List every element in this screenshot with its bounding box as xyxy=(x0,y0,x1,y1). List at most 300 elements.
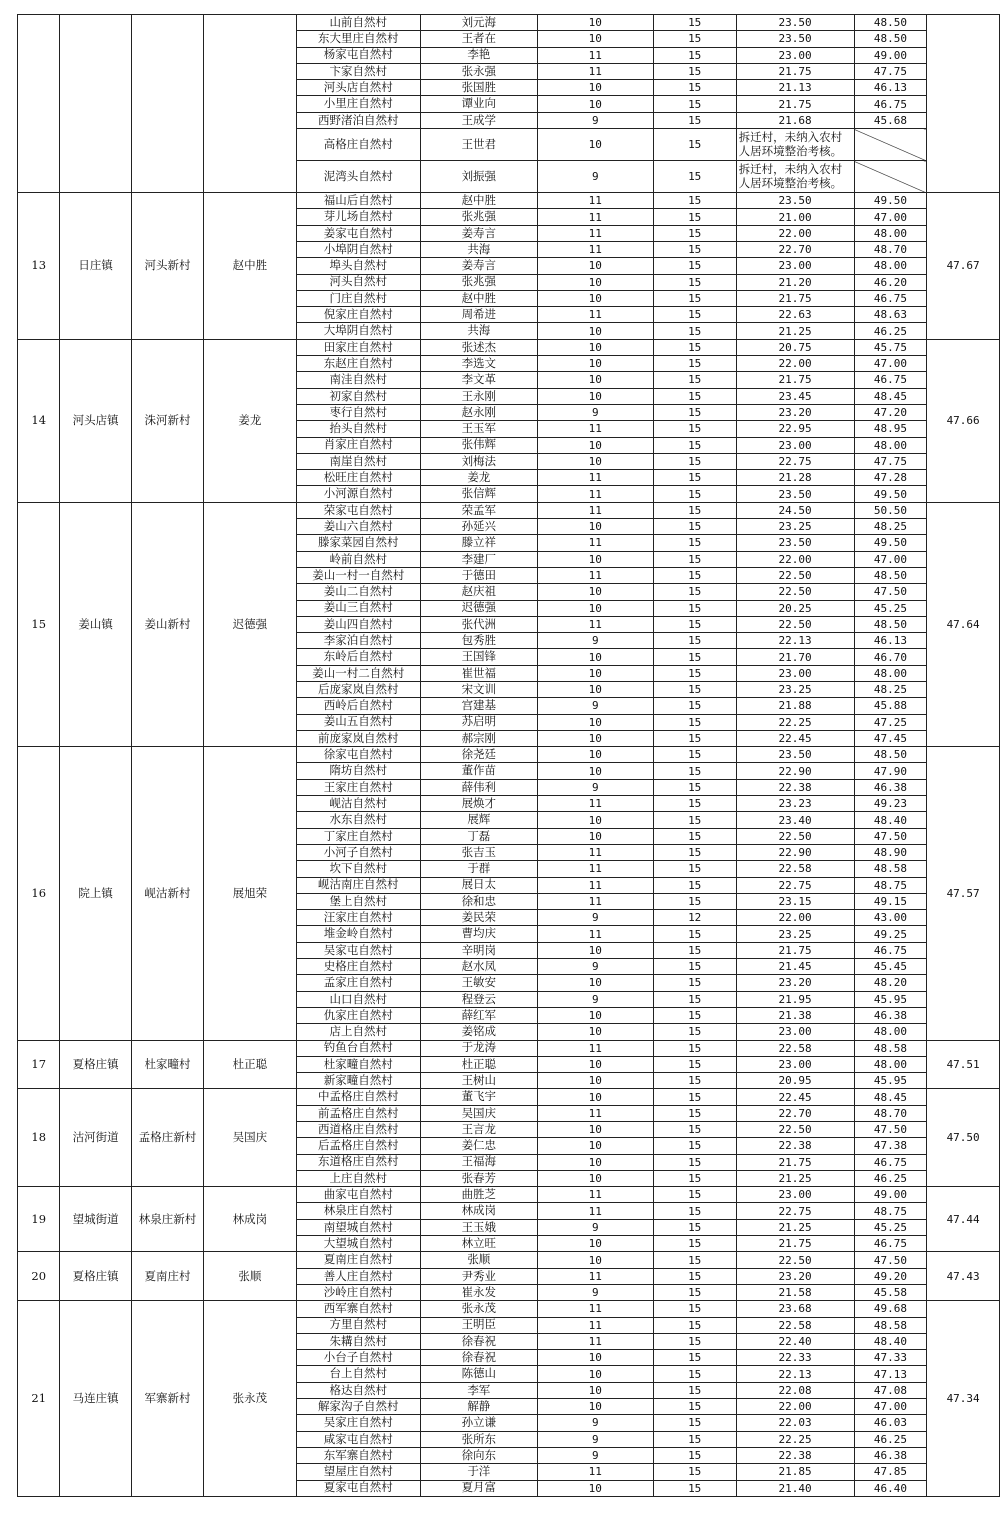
score-c: 23.50 xyxy=(736,15,854,31)
natural-village-name: 新家疃自然村 xyxy=(296,1073,420,1089)
score-table xyxy=(17,14,1000,1497)
contact-person: 王者在 xyxy=(420,31,537,47)
total-score: 43.00 xyxy=(854,910,927,926)
score-a: 10 xyxy=(537,747,653,763)
leader-name: 迟德强 xyxy=(204,502,297,746)
total-score: 48.90 xyxy=(854,844,927,860)
score-a: 11 xyxy=(537,47,653,63)
natural-village-name: 上庄自然村 xyxy=(296,1170,420,1186)
score-b: 15 xyxy=(653,763,736,779)
score-c: 21.85 xyxy=(736,1464,854,1480)
natural-village-name: 大望城自然村 xyxy=(296,1236,420,1252)
score-a: 11 xyxy=(537,225,653,241)
contact-person: 李军 xyxy=(420,1382,537,1398)
score-a: 10 xyxy=(537,258,653,274)
score-c: 21.45 xyxy=(736,959,854,975)
contact-person: 赵水凤 xyxy=(420,959,537,975)
natural-village-name: 西岭后自然村 xyxy=(296,698,420,714)
total-score: 48.75 xyxy=(854,877,927,893)
total-score: 47.90 xyxy=(854,763,927,779)
natural-village-name: 店上自然村 xyxy=(296,1024,420,1040)
score-c: 23.25 xyxy=(736,926,854,942)
natural-village-name: 山前自然村 xyxy=(296,15,420,31)
total-score: 48.63 xyxy=(854,307,927,323)
score-b: 15 xyxy=(653,193,736,209)
score-c: 21.28 xyxy=(736,470,854,486)
score-b: 15 xyxy=(653,779,736,795)
town-name: 河头店镇 xyxy=(60,339,132,502)
natural-village-name: 东军寨自然村 xyxy=(296,1447,420,1463)
table-row xyxy=(18,1301,1000,1317)
score-c: 21.58 xyxy=(736,1284,854,1300)
score-a: 11 xyxy=(537,535,653,551)
score-a: 10 xyxy=(537,1480,653,1496)
contact-person: 徐和忠 xyxy=(420,893,537,909)
total-score: 48.20 xyxy=(854,975,927,991)
score-c: 22.00 xyxy=(736,356,854,372)
contact-person: 王树山 xyxy=(420,1073,537,1089)
score-c: 23.50 xyxy=(736,193,854,209)
score-b: 15 xyxy=(653,274,736,290)
total-score: 47.25 xyxy=(854,714,927,730)
score-a: 10 xyxy=(537,356,653,372)
contact-person: 王国锋 xyxy=(420,649,537,665)
group-number xyxy=(18,15,60,193)
score-c: 22.00 xyxy=(736,1399,854,1415)
natural-village-name: 格达自然村 xyxy=(296,1382,420,1398)
total-score: 48.45 xyxy=(854,388,927,404)
contact-person: 孙延兴 xyxy=(420,519,537,535)
score-c: 22.45 xyxy=(736,1089,854,1105)
total-score: 48.70 xyxy=(854,1105,927,1121)
total-score: 45.25 xyxy=(854,1219,927,1235)
natural-village-name: 坎下自然村 xyxy=(296,861,420,877)
score-c: 21.75 xyxy=(736,1154,854,1170)
score-b: 15 xyxy=(653,1252,736,1268)
natural-village-name: 东岭后自然村 xyxy=(296,649,420,665)
score-a: 11 xyxy=(537,193,653,209)
town-name: 望城街道 xyxy=(60,1187,132,1252)
natural-village-name: 岭前自然村 xyxy=(296,551,420,567)
score-a: 11 xyxy=(537,1040,653,1056)
total-score: 48.00 xyxy=(854,258,927,274)
score-c: 20.75 xyxy=(736,339,854,355)
natural-village-name: 沙岭庄自然村 xyxy=(296,1284,420,1300)
town-name: 马连庄镇 xyxy=(60,1301,132,1497)
total-score: 45.25 xyxy=(854,600,927,616)
score-b: 15 xyxy=(653,861,736,877)
score-b: 15 xyxy=(653,535,736,551)
score-c: 22.38 xyxy=(736,1447,854,1463)
natural-village-name: 倪家庄自然村 xyxy=(296,307,420,323)
score-b: 15 xyxy=(653,290,736,306)
natural-village-name: 抬头自然村 xyxy=(296,421,420,437)
leader-name: 展旭荣 xyxy=(204,747,297,1040)
total-score: 48.00 xyxy=(854,1056,927,1072)
natural-village-name: 西野渚泊自然村 xyxy=(296,112,420,128)
natural-village-name: 东道格庄自然村 xyxy=(296,1154,420,1170)
natural-village-name: 埠头自然村 xyxy=(296,258,420,274)
contact-person: 曲胜芝 xyxy=(420,1187,537,1203)
score-b: 15 xyxy=(653,1268,736,1284)
total-score: 49.68 xyxy=(854,1301,927,1317)
score-b: 15 xyxy=(653,437,736,453)
score-b: 15 xyxy=(653,991,736,1007)
natural-village-name: 岘沽自然村 xyxy=(296,796,420,812)
total-score: 46.75 xyxy=(854,372,927,388)
demolished-village-note: 拆迁村，未纳入农村人居环境整治考核。 xyxy=(736,129,854,161)
score-a: 10 xyxy=(537,339,653,355)
score-c: 23.20 xyxy=(736,404,854,420)
total-score: 47.28 xyxy=(854,470,927,486)
leader-name xyxy=(204,15,297,193)
score-b: 15 xyxy=(653,486,736,502)
score-a: 9 xyxy=(537,1219,653,1235)
contact-person: 张代洲 xyxy=(420,616,537,632)
score-a: 10 xyxy=(537,942,653,958)
score-c: 21.88 xyxy=(736,698,854,714)
natural-village-name: 东赵庄自然村 xyxy=(296,356,420,372)
total-score: 49.50 xyxy=(854,193,927,209)
score-c: 22.00 xyxy=(736,551,854,567)
contact-person: 杜正聪 xyxy=(420,1056,537,1072)
contact-person: 滕立祥 xyxy=(420,535,537,551)
score-a: 10 xyxy=(537,31,653,47)
natural-village-name: 南崖自然村 xyxy=(296,453,420,469)
score-a: 9 xyxy=(537,991,653,1007)
score-b: 12 xyxy=(653,910,736,926)
total-score: 46.25 xyxy=(854,323,927,339)
score-a: 10 xyxy=(537,519,653,535)
score-c: 22.00 xyxy=(736,225,854,241)
total-score: 45.88 xyxy=(854,698,927,714)
score-b: 15 xyxy=(653,519,736,535)
score-b: 15 xyxy=(653,1187,736,1203)
score-c: 21.75 xyxy=(736,1236,854,1252)
total-score: 49.50 xyxy=(854,486,927,502)
score-c: 23.50 xyxy=(736,747,854,763)
average-score: 47.64 xyxy=(927,502,1000,746)
contact-person: 林成岗 xyxy=(420,1203,537,1219)
new-village-name: 河头新村 xyxy=(131,193,203,340)
contact-person: 包秀胜 xyxy=(420,633,537,649)
score-b: 15 xyxy=(653,1073,736,1089)
contact-person: 王成学 xyxy=(420,112,537,128)
score-b: 15 xyxy=(653,1480,736,1496)
score-c: 22.50 xyxy=(736,828,854,844)
natural-village-name: 姜山一村一自然村 xyxy=(296,567,420,583)
score-a: 10 xyxy=(537,975,653,991)
total-score: 48.00 xyxy=(854,665,927,681)
total-score: 48.40 xyxy=(854,812,927,828)
table-row xyxy=(18,15,1000,31)
contact-person: 张国胜 xyxy=(420,80,537,96)
score-b: 15 xyxy=(653,112,736,128)
score-a: 9 xyxy=(537,959,653,975)
score-b: 15 xyxy=(653,796,736,812)
contact-person: 宋文训 xyxy=(420,681,537,697)
contact-person: 谭业向 xyxy=(420,96,537,112)
natural-village-name: 解家沟子自然村 xyxy=(296,1399,420,1415)
total-score: 48.00 xyxy=(854,437,927,453)
natural-village-name: 吴家屯自然村 xyxy=(296,942,420,958)
contact-person: 展日太 xyxy=(420,877,537,893)
score-c: 20.25 xyxy=(736,600,854,616)
score-b: 15 xyxy=(653,1447,736,1463)
score-a: 9 xyxy=(537,112,653,128)
score-b: 15 xyxy=(653,1366,736,1382)
total-score: 48.50 xyxy=(854,15,927,31)
natural-village-name: 台上自然村 xyxy=(296,1366,420,1382)
total-score: 46.38 xyxy=(854,1447,927,1463)
natural-village-name: 姜山五自然村 xyxy=(296,714,420,730)
total-score: 48.45 xyxy=(854,1089,927,1105)
total-score: 48.75 xyxy=(854,1203,927,1219)
score-b: 15 xyxy=(653,453,736,469)
total-score: 48.25 xyxy=(854,519,927,535)
score-a: 10 xyxy=(537,1024,653,1040)
score-c: 22.75 xyxy=(736,1203,854,1219)
score-a: 9 xyxy=(537,1447,653,1463)
total-score: 46.25 xyxy=(854,1170,927,1186)
score-a: 10 xyxy=(537,600,653,616)
total-score: 46.13 xyxy=(854,633,927,649)
table-row xyxy=(18,1252,1000,1268)
total-score: 47.50 xyxy=(854,828,927,844)
contact-person: 董作苗 xyxy=(420,763,537,779)
score-c: 22.50 xyxy=(736,1252,854,1268)
contact-person: 赵中胜 xyxy=(420,193,537,209)
total-score: 46.75 xyxy=(854,290,927,306)
natural-village-name: 孟家庄自然村 xyxy=(296,975,420,991)
score-a: 11 xyxy=(537,1333,653,1349)
natural-village-name: 南洼自然村 xyxy=(296,372,420,388)
total-score: 46.38 xyxy=(854,779,927,795)
total-score: 48.50 xyxy=(854,747,927,763)
total-score: 46.13 xyxy=(854,80,927,96)
score-b: 15 xyxy=(653,665,736,681)
score-a: 10 xyxy=(537,665,653,681)
total-score: 47.50 xyxy=(854,1252,927,1268)
natural-village-name: 河头店自然村 xyxy=(296,80,420,96)
score-c: 21.40 xyxy=(736,1480,854,1496)
average-score: 47.34 xyxy=(927,1301,1000,1497)
group-number: 14 xyxy=(18,339,60,502)
score-c: 23.40 xyxy=(736,812,854,828)
natural-village-name: 小埠阴自然村 xyxy=(296,241,420,257)
score-a: 10 xyxy=(537,1056,653,1072)
total-score: 47.45 xyxy=(854,730,927,746)
group-number: 15 xyxy=(18,502,60,746)
score-b: 15 xyxy=(653,421,736,437)
total-score: 47.20 xyxy=(854,404,927,420)
natural-village-name: 王家庄自然村 xyxy=(296,779,420,795)
score-b: 15 xyxy=(653,31,736,47)
total-score: 45.45 xyxy=(854,959,927,975)
score-b: 15 xyxy=(653,63,736,79)
score-c: 23.50 xyxy=(736,31,854,47)
total-score: 45.75 xyxy=(854,339,927,355)
score-c: 21.25 xyxy=(736,1219,854,1235)
total-score: 47.75 xyxy=(854,453,927,469)
score-a: 11 xyxy=(537,567,653,583)
contact-person: 姜寿言 xyxy=(420,225,537,241)
score-b: 15 xyxy=(653,209,736,225)
score-a: 10 xyxy=(537,763,653,779)
total-score: 48.58 xyxy=(854,1317,927,1333)
contact-person: 宫建基 xyxy=(420,698,537,714)
natural-village-name: 高格庄自然村 xyxy=(296,129,420,161)
total-score: 48.50 xyxy=(854,31,927,47)
table-row xyxy=(18,193,1000,209)
score-c: 21.70 xyxy=(736,649,854,665)
table-row xyxy=(18,1089,1000,1105)
natural-village-name: 林泉庄自然村 xyxy=(296,1203,420,1219)
score-b: 15 xyxy=(653,1024,736,1040)
score-b: 15 xyxy=(653,633,736,649)
total-score: 47.13 xyxy=(854,1366,927,1382)
contact-person: 展辉 xyxy=(420,812,537,828)
score-a: 10 xyxy=(537,437,653,453)
contact-person: 李建厂 xyxy=(420,551,537,567)
group-number: 18 xyxy=(18,1089,60,1187)
total-score: 46.25 xyxy=(854,1431,927,1447)
score-b: 15 xyxy=(653,1431,736,1447)
total-score: 48.70 xyxy=(854,241,927,257)
contact-person: 迟德强 xyxy=(420,600,537,616)
total-score: 46.20 xyxy=(854,274,927,290)
score-a: 10 xyxy=(537,15,653,31)
score-b: 15 xyxy=(653,470,736,486)
score-b: 15 xyxy=(653,959,736,975)
total-score: 48.95 xyxy=(854,421,927,437)
contact-person: 董飞宇 xyxy=(420,1089,537,1105)
score-b: 15 xyxy=(653,828,736,844)
score-b: 15 xyxy=(653,339,736,355)
total-score: 46.75 xyxy=(854,96,927,112)
total-score: 46.38 xyxy=(854,1007,927,1023)
contact-person: 尹秀业 xyxy=(420,1268,537,1284)
score-a: 10 xyxy=(537,1073,653,1089)
score-b: 15 xyxy=(653,1415,736,1431)
score-a: 10 xyxy=(537,1399,653,1415)
score-a: 10 xyxy=(537,323,653,339)
total-score: 48.50 xyxy=(854,616,927,632)
total-score: 48.00 xyxy=(854,1024,927,1040)
total-score: 49.00 xyxy=(854,1187,927,1203)
score-a: 10 xyxy=(537,551,653,567)
total-score: 46.75 xyxy=(854,1154,927,1170)
score-b: 15 xyxy=(653,975,736,991)
score-c: 22.33 xyxy=(736,1350,854,1366)
contact-person: 王世君 xyxy=(420,129,537,161)
score-a: 10 xyxy=(537,388,653,404)
total-score: 46.75 xyxy=(854,942,927,958)
natural-village-name: 姜山二自然村 xyxy=(296,584,420,600)
score-b: 15 xyxy=(653,404,736,420)
natural-village-name: 松旺庄自然村 xyxy=(296,470,420,486)
score-a: 9 xyxy=(537,404,653,420)
total-score: 45.95 xyxy=(854,1073,927,1089)
natural-village-name: 大埠阴自然村 xyxy=(296,323,420,339)
score-a: 10 xyxy=(537,274,653,290)
score-b: 15 xyxy=(653,502,736,518)
score-a: 11 xyxy=(537,1187,653,1203)
score-b: 15 xyxy=(653,1138,736,1154)
natural-village-name: 山口自然村 xyxy=(296,991,420,1007)
natural-village-name: 夏南庄自然村 xyxy=(296,1252,420,1268)
total-score: 46.40 xyxy=(854,1480,927,1496)
leader-name: 姜龙 xyxy=(204,339,297,502)
contact-person: 于洋 xyxy=(420,1464,537,1480)
score-a: 11 xyxy=(537,1105,653,1121)
score-c: 22.50 xyxy=(736,616,854,632)
score-c: 22.75 xyxy=(736,453,854,469)
score-b: 15 xyxy=(653,129,736,161)
score-c: 23.20 xyxy=(736,1268,854,1284)
score-c: 23.00 xyxy=(736,1056,854,1072)
score-b: 15 xyxy=(653,812,736,828)
score-b: 15 xyxy=(653,1350,736,1366)
score-a: 10 xyxy=(537,453,653,469)
contact-person: 王敏安 xyxy=(420,975,537,991)
score-c: 23.20 xyxy=(736,975,854,991)
leader-name: 张永茂 xyxy=(204,1301,297,1497)
score-a: 10 xyxy=(537,1170,653,1186)
total-score: 46.70 xyxy=(854,649,927,665)
score-a: 9 xyxy=(537,1415,653,1431)
town-name: 夏格庄镇 xyxy=(60,1252,132,1301)
total-score: 49.20 xyxy=(854,1268,927,1284)
natural-village-name: 李家泊自然村 xyxy=(296,633,420,649)
score-a: 10 xyxy=(537,1350,653,1366)
score-c: 21.75 xyxy=(736,63,854,79)
table-row xyxy=(18,1040,1000,1056)
natural-village-name: 小里庄自然村 xyxy=(296,96,420,112)
contact-person: 张顺 xyxy=(420,1252,537,1268)
contact-person: 共海 xyxy=(420,323,537,339)
new-village-name: 孟格庄新村 xyxy=(131,1089,203,1187)
score-b: 15 xyxy=(653,584,736,600)
contact-person: 荣孟军 xyxy=(420,502,537,518)
score-a: 10 xyxy=(537,1089,653,1105)
score-b: 15 xyxy=(653,1089,736,1105)
score-a: 11 xyxy=(537,893,653,909)
total-score: 47.00 xyxy=(854,1399,927,1415)
score-a: 11 xyxy=(537,209,653,225)
group-number: 20 xyxy=(18,1252,60,1301)
leader-name: 杜正聪 xyxy=(204,1040,297,1089)
average-score: 47.67 xyxy=(927,193,1000,340)
score-b: 15 xyxy=(653,600,736,616)
score-c: 22.45 xyxy=(736,730,854,746)
score-a: 11 xyxy=(537,421,653,437)
contact-person: 于群 xyxy=(420,861,537,877)
score-c: 22.90 xyxy=(736,844,854,860)
score-a: 10 xyxy=(537,1138,653,1154)
contact-person: 姜民荣 xyxy=(420,910,537,926)
crossed-out-cell xyxy=(854,129,927,161)
total-score: 49.00 xyxy=(854,47,927,63)
score-a: 11 xyxy=(537,1301,653,1317)
score-c: 23.25 xyxy=(736,519,854,535)
score-a: 11 xyxy=(537,502,653,518)
score-a: 9 xyxy=(537,698,653,714)
total-score: 45.95 xyxy=(854,991,927,1007)
natural-village-name: 杜家疃自然村 xyxy=(296,1056,420,1072)
score-c: 23.00 xyxy=(736,1187,854,1203)
contact-person: 苏启明 xyxy=(420,714,537,730)
